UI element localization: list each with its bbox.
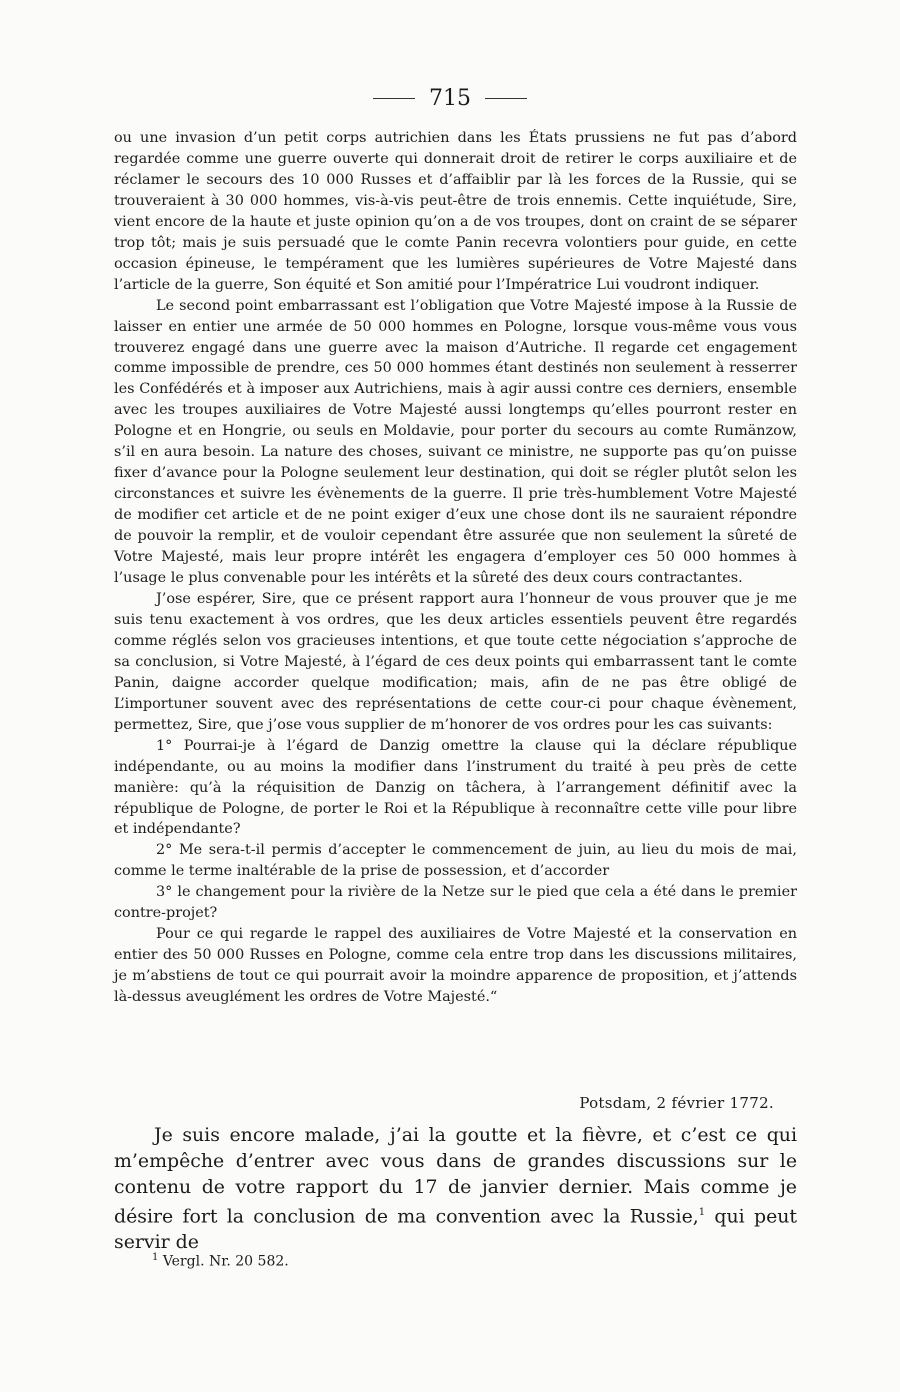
- left-dash: [373, 98, 415, 99]
- letter-body: [114, 128, 797, 1008]
- paragraph-6-netze: 3° le changement pour la rivière de la Netze sur le pied que cela a été dans le premier contre-projet?: [114, 884, 797, 922]
- paragraph-2: Le second point embarrassant est l’obligation que Votre Majesté impose à la Russie de laisser en entier une armée de 50 000 hommes en Pologne, lorsque vous-même vous vous trouverez engagé dans une guerre avec la maison d’Autriche. Il regarde cet engagement comme impossible de prendre, ces 50 000 hommes étant destinés non seulement à resserrer les Confédérés et à imposer aux Autrichiens, mais à agir aussi contre ces derniers, ensemble avec les troupes auxiliaires de Votre Majesté aussi longtemps qu’elles pourront rester en Pologne et en Hongrie, ou seuls en Moldavie, pour porter du secours au comte Rumänzow, s’il en aura besoin. La nature des choses, suivant ce ministre, ne supporte pas qu’on puisse fixer d’avance pour la Pologne seulement leur destination, qui doit se régler plutôt selon les circonstances et suivre les évènements de la guerre. Il prie très-humblement Votre Majesté de modifier cet article et de ne point exiger d’eux une chose dont ils ne sauraient répondre de pouvoir la remplir, et de vouloir cependant être assurée que non seulement la sûreté de Votre Majesté, mais leur propre intérêt les engagera d’employer ces 50 000 hommes à l’usage le plus convenable pour les intérêts et la sûreté des deux cours contractantes.: [114, 297, 797, 587]
- paragraph-4-danzig: 1° Pourrai-je à l’égard de Danzig omettre la clause qui la déclare république indépendante, ou au moins la modifier dans l’instrument du traité à peu près de cette manière: qu’à la réquisition de Danzig on tâchera, à l’arrangement définitif avec la république de Pologne, de porter le Roi et la République à reconnaître cette ville pour libre et indépendante?: [114, 737, 797, 838]
- paragraph-5-juin: 2° Me sera-t-il permis d’accepter le commencement de juin, au lieu du mois de mai, comme le terme inaltérable de la prise de possession, et d’accorder: [114, 842, 797, 880]
- footnote-marker: 1: [698, 1207, 706, 1218]
- paragraph-1: ou une invasion d’un petit corps autrichien dans les États prussiens ne fut pas d’abord regardée comme une guerre ouverte qui donnerait droit de retirer le corps auxiliaire et de réclamer le secours des 10 000 Russes et d’affaiblir par là les forces de la Russie, qui se trouveraient à 30 000 hommes, vis-à-vis peut-être de trois ennemis. Cette inquiétude, Sire, vient encore de la haute et juste opinion qu’on a de vos troupes, dont on craint de se séparer trop tôt; mais je suis persuadé que le comte Panin recevra volontiers pour guide, en cette occasion épineuse, le tempérament que les lumières supérieures de Votre Majesté dans l’article de la guerre, Son équité et Son amitié pour l’Impératrice Lui voudront indiquer.: [114, 130, 797, 293]
- reply-text-1: Je suis encore malade, j’ai la goutte et la fièvre, et c’est ce qui m’empêche d’entrer avec vous dans de grandes discussions sur le contenu de votre rapport du 17 de janvier dernier. Mais comme je désire fort la conclusion de ma convention avec la Russie,: [114, 1124, 797, 1228]
- right-dash: [485, 98, 527, 99]
- footnote-number: 1: [152, 1252, 159, 1263]
- reply-text-2: qui peut servir de: [114, 1205, 798, 1254]
- page-number-header: [0, 86, 900, 111]
- paragraph-3: J’ose espérer, Sire, que ce présent rapport aura l’honneur de vous prouver que je me suis tenu exactement à vos ordres, que les deux articles essentiels peuvent être regardés comme réglés selon vos gracieuses intentions, et que toute cette négociation s’approche de sa conclusion, si Votre Majesté, à l’égard de ces deux points qui embarrassent tant le comte Panin, daigne accorder quelque modification; mais, afin de ne pas être obligé de L’importuner souvent avec des représentations de cette cour-ci pour chaque évènement, permettez, Sire, que j’ose vous supplier de m’honorer de vos ordres pour les cas suivants:: [114, 590, 797, 733]
- footnote: [152, 1252, 289, 1270]
- reply-body: [114, 1122, 797, 1255]
- reply-paragraph: [114, 1122, 797, 1255]
- footnote-text: Vergl. Nr. 20 582.: [158, 1253, 289, 1270]
- paragraph-7: Pour ce qui regarde le rappel des auxiliaires de Votre Majesté et la conservation en entier des 50 000 Russes en Pologne, comme cela entre trop dans les discussions militaires, je m’abstiens de tout ce qui pourrait avoir la moindre apparence de proposition, et j’attends là-dessus aveuglément les ordres de Votre Majesté.“: [114, 926, 797, 1006]
- dateline: Potsdam, 2 février 1772.: [579, 1094, 774, 1112]
- page-number: 715: [429, 86, 471, 111]
